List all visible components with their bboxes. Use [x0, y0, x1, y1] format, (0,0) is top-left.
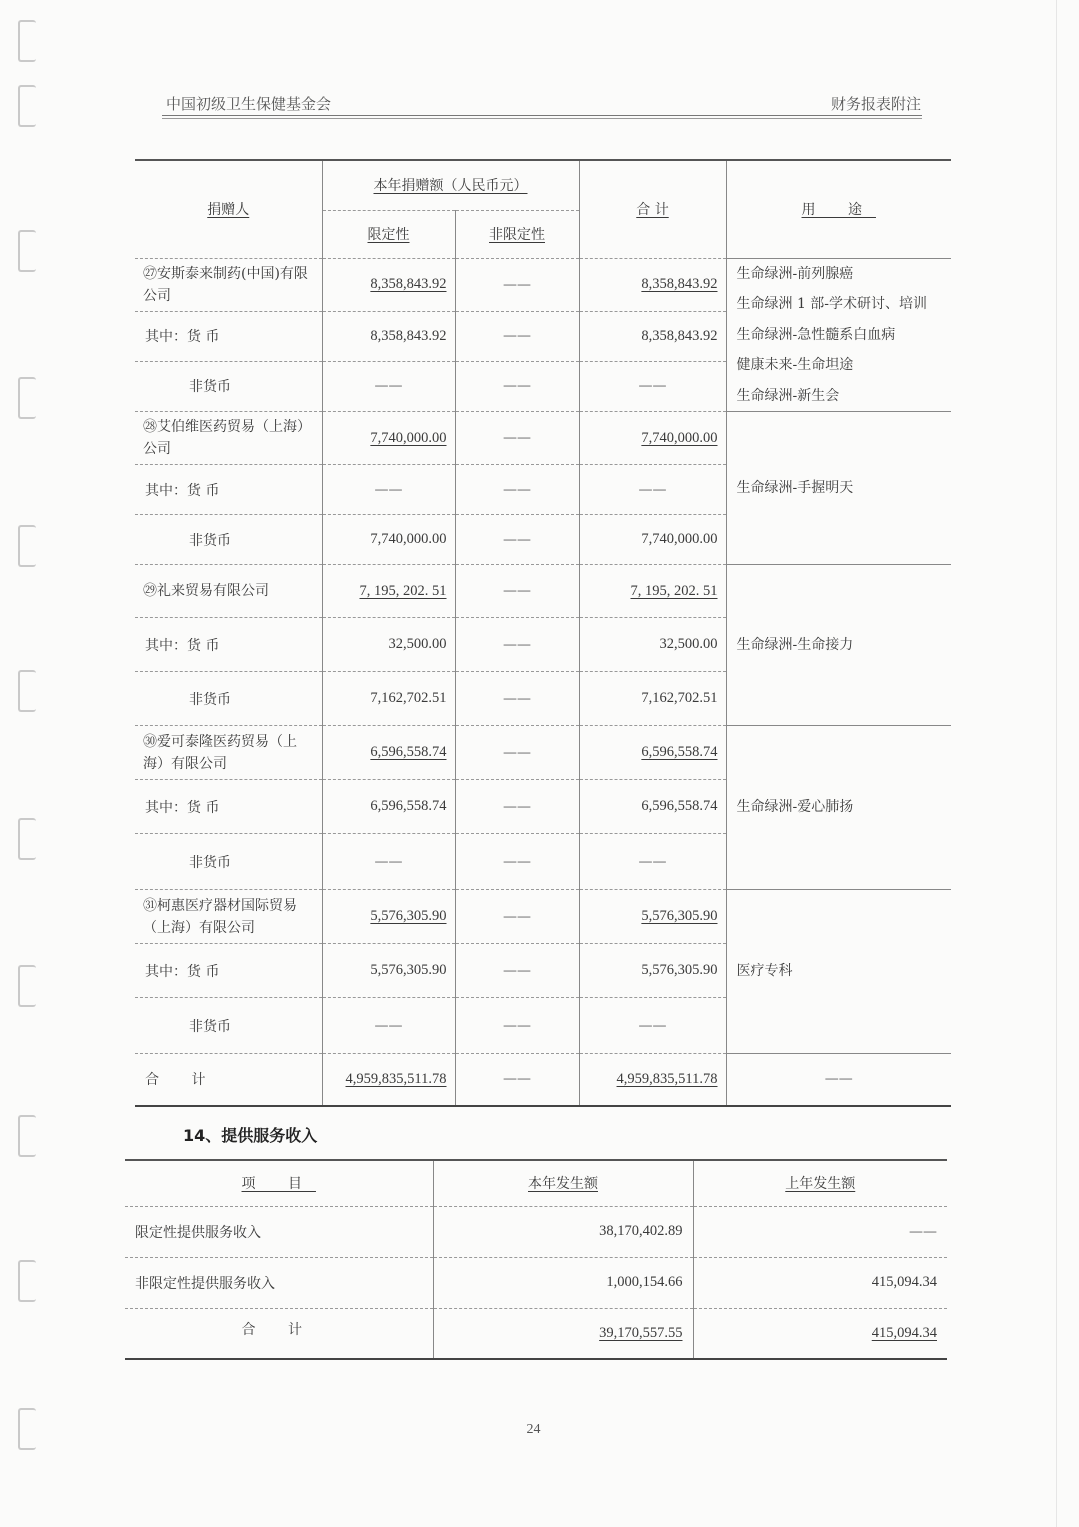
table-row: 非货币 7,740,000.00 —— 7,740,000.00 [135, 515, 951, 565]
table-total-row: 合 计 4,959,835,511.78 —— 4,959,835,511.78 —— [135, 1054, 951, 1106]
purpose-cell: 医疗专科 [726, 890, 951, 1054]
header-rule [162, 118, 922, 119]
page-number: 24 [526, 1422, 541, 1437]
section-title: 14、提供服务收入 [183, 1126, 318, 1145]
col-header-total: 合 计 [579, 160, 726, 258]
table-total-row: 合 计 39,170,557.55 415,094.34 [125, 1308, 947, 1359]
binder-mark [18, 670, 36, 712]
table-row: 其中：货 币 6,596,558.74 —— 6,596,558.74 [135, 780, 951, 834]
table-row: 非货币 —— —— —— [135, 834, 951, 890]
col-header-unrestricted: 非限定性 [455, 210, 579, 258]
col-header-previous: 上年发生额 [693, 1160, 947, 1206]
col-header-restricted: 限定性 [322, 210, 455, 258]
col-header-donor: 捐赠人 [135, 160, 322, 258]
table-row: 其中：货 币 32,500.00 —— 32,500.00 [135, 618, 951, 672]
header-section: 财务报表附注 [830, 95, 921, 113]
donation-table [135, 159, 951, 1107]
purpose-cell: 生命绿洲-前列腺癌 生命绿洲 1 部-学术研讨、培训 生命绿洲-急性髓系白血病 健康未来-生命坦途 生命绿洲-新生会 [726, 258, 951, 412]
table-row: 其中：货 币 8,358,843.92 —— 8,358,843.92 [135, 311, 951, 361]
col-header-amount: 本年捐赠额（人民币元） [322, 160, 579, 210]
binder-mark [18, 525, 36, 567]
table-row: ㉗安斯泰来制药(中国)有限公司 8,358,843.92 —— 8,358,843.92 生命绿洲-前列腺癌 生命绿洲 1 部-学术研讨、培训 生命绿洲-急性髓系白血病 健康未来-生命坦途 生命绿洲-新生会 [135, 258, 951, 311]
table-row: 其中：货 币 5,576,305.90 —— 5,576,305.90 [135, 944, 951, 998]
table-row: ㉘艾伯维医药贸易（上海）公司 7,740,000.00 —— 7,740,000.00 生命绿洲-手握明天 [135, 412, 951, 465]
table-row: ㉛柯惠医疗器材国际贸易（上海）有限公司 5,576,305.90 —— 5,576,305.90 医疗专科 [135, 890, 951, 944]
binder-mark [18, 1115, 36, 1157]
table-row: 其中：货 币 —— —— —— [135, 465, 951, 515]
binder-mark [18, 818, 36, 860]
header-org: 中国初级卫生保健基金会 [166, 95, 332, 113]
col-header-current: 本年发生额 [433, 1160, 693, 1206]
table-row: 非货币 —— —— —— [135, 998, 951, 1054]
table-row: ㉚爱可泰隆医药贸易（上海）有限公司 6,596,558.74 —— 6,596,558.74 生命绿洲-爱心肺扬 [135, 726, 951, 780]
purpose-cell: 生命绿洲-生命接力 [726, 565, 951, 726]
binder-mark [18, 85, 36, 127]
table-header-row [125, 1160, 947, 1206]
header-rule [162, 115, 922, 116]
purpose-cell: 生命绿洲-手握明天 [726, 412, 951, 565]
binder-mark [18, 377, 36, 419]
table-row: 非限定性提供服务收入 1,000,154.66 415,094.34 [125, 1257, 947, 1308]
page-edge [1056, 0, 1057, 1527]
purpose-cell: 生命绿洲-爱心肺扬 [726, 726, 951, 890]
binder-mark [18, 965, 36, 1007]
table-row: 非货币 7,162,702.51 —— 7,162,702.51 [135, 672, 951, 726]
binder-mark [18, 230, 36, 272]
col-header-item: 项 目 [125, 1160, 433, 1206]
table-row: 限定性提供服务收入 38,170,402.89 —— [125, 1206, 947, 1257]
table-row: 非货币 —— —— —— [135, 361, 951, 411]
service-income-table [125, 1159, 947, 1360]
table-row: ㉙礼来贸易有限公司 7, 195, 202. 51 —— 7, 195, 202. 51 生命绿洲-生命接力 [135, 565, 951, 618]
binder-mark [18, 20, 36, 62]
binder-mark [18, 1260, 36, 1302]
col-header-purpose: 用 途 [726, 160, 951, 258]
